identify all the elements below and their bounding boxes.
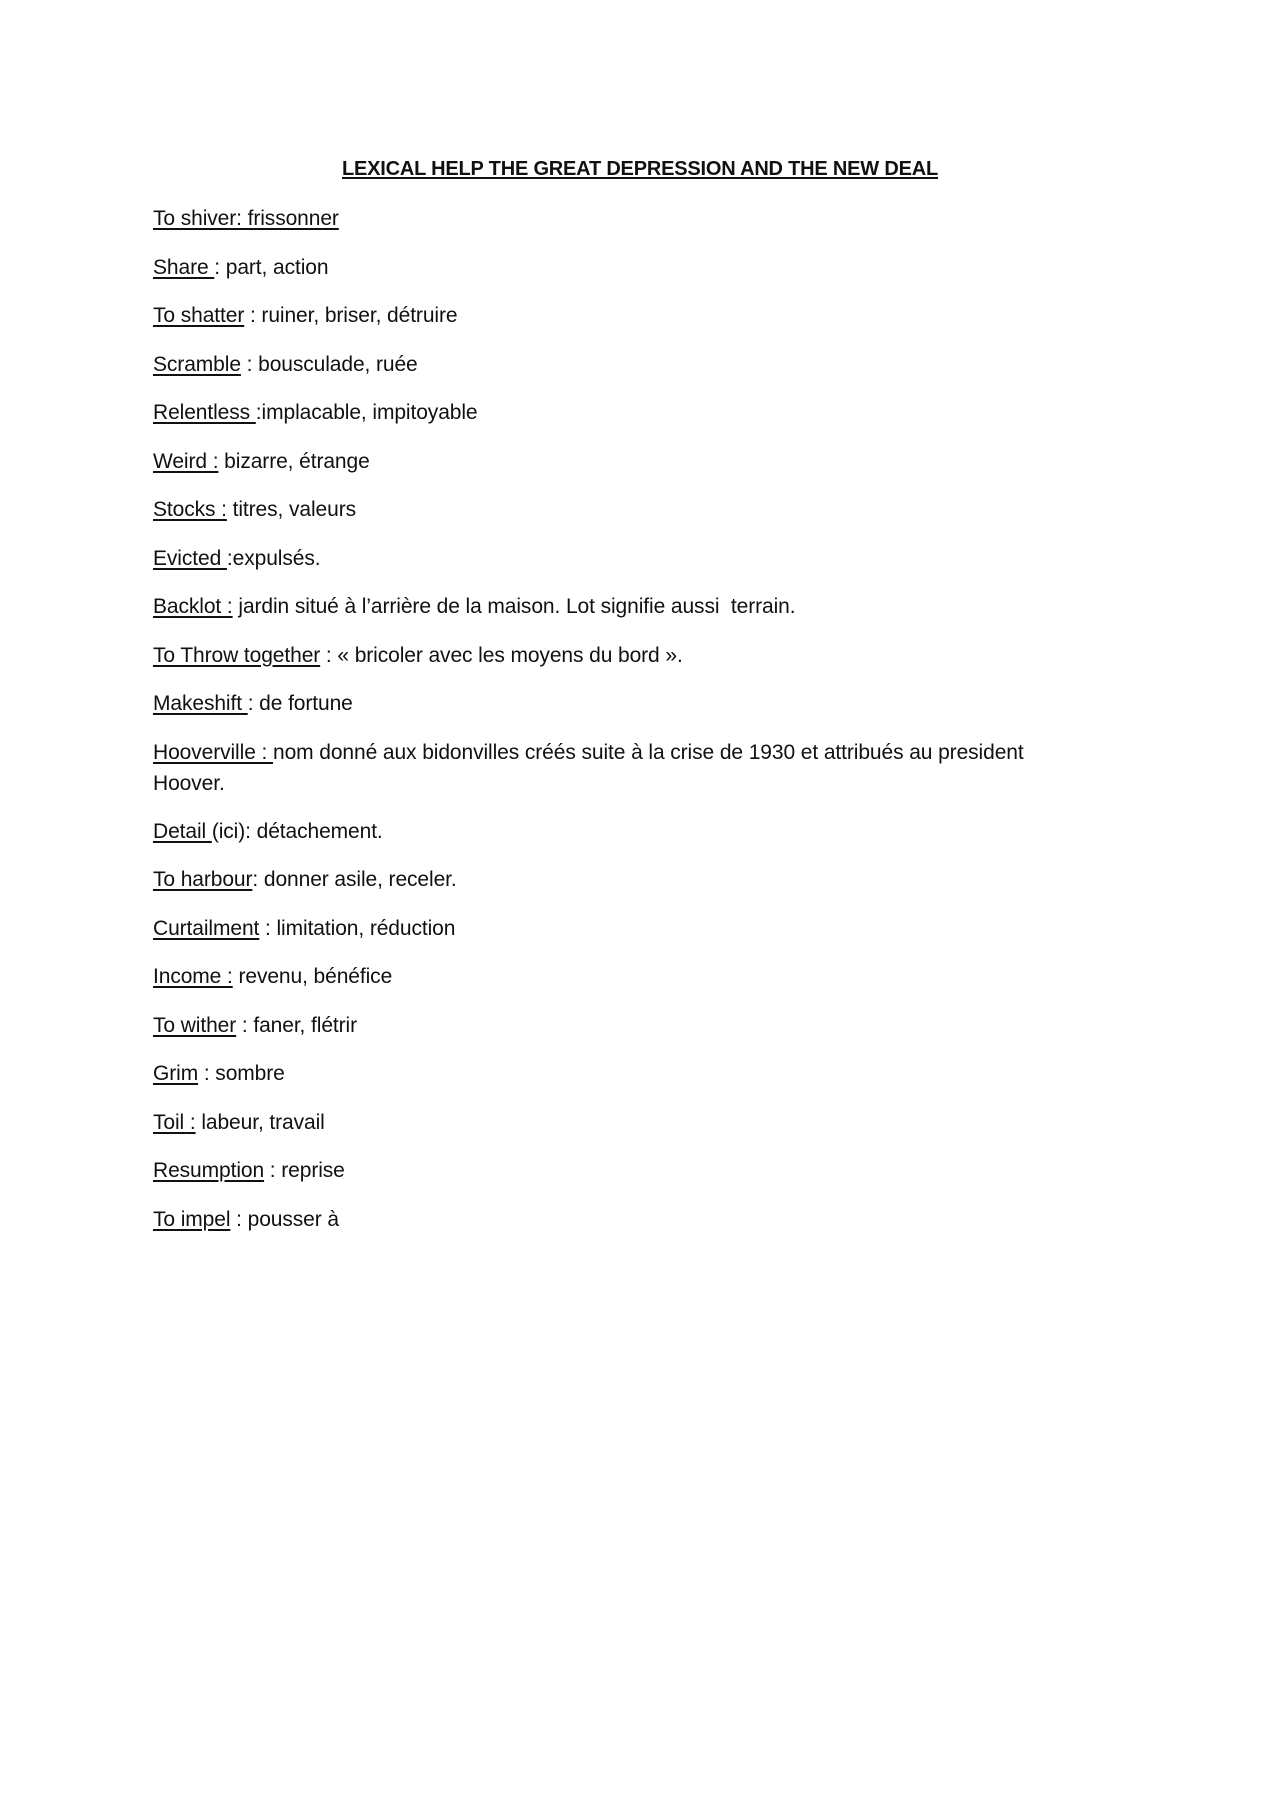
entry-definition: : ruiner, briser, détruire (244, 304, 458, 327)
entry-definition: bizarre, étrange (218, 449, 370, 473)
glossary-entry (153, 864, 1083, 895)
glossary-entry (153, 640, 1083, 671)
glossary-entry (153, 252, 1083, 283)
entry-definition: nom donné aux bidonvilles créés suite à la crise de 1930 et attribués au president Hoover. (153, 740, 1030, 795)
entry-definition: : part, action (214, 255, 329, 279)
entry-definition: :implacable, impitoyable (255, 401, 478, 424)
entry-definition: (ici): détachement. (211, 819, 383, 843)
entry-definition: :expulsés. (226, 546, 321, 570)
entry-term: Evicted (153, 546, 227, 570)
entry-term: Resumption (153, 1159, 265, 1182)
entry-definition: labeur, travail (195, 1110, 325, 1134)
glossary-entry (153, 543, 1083, 574)
entry-definition: : sombre (198, 1062, 285, 1085)
glossary-entry (153, 816, 1083, 847)
entry-definition: : faner, flétrir (236, 1013, 357, 1037)
entry-term: To harbour (153, 868, 253, 891)
entry-definition: : pousser à (230, 1207, 339, 1231)
entry-term: Scramble (153, 352, 241, 376)
entry-term: Weird : (153, 449, 219, 473)
glossary-entry (153, 961, 1083, 992)
entry-term: To Throw together (153, 643, 321, 667)
glossary-entry (153, 397, 1083, 428)
entry-term: To shiver: frissonner (153, 207, 339, 230)
entry-term: Toil : (153, 1110, 196, 1134)
glossary-entry (153, 688, 1083, 719)
entry-term: Share (153, 255, 215, 279)
entry-definition: : reprise (264, 1159, 345, 1182)
entry-term: Backlot : (153, 595, 233, 618)
glossary-entry (153, 1010, 1083, 1041)
entry-definition: titres, valeurs (226, 498, 356, 521)
glossary-entry (153, 737, 1083, 799)
glossary-entry (153, 591, 1083, 622)
entry-definition: : bousculade, ruée (240, 352, 418, 376)
entry-term: Stocks : (153, 498, 227, 521)
glossary-entry (153, 300, 1083, 331)
entry-term: To wither (153, 1013, 237, 1037)
entry-definition: : limitation, réduction (259, 916, 456, 940)
entry-definition: : de fortune (247, 692, 353, 715)
entry-term: Hooverville : (153, 740, 273, 764)
glossary-entry (153, 203, 1083, 234)
entry-term: Relentless (153, 401, 256, 424)
glossary-entry (153, 1058, 1083, 1089)
glossary-entry (153, 349, 1083, 380)
entry-definition: jardin situé à l’arrière de la maison. Lot signifie aussi terrain. (232, 595, 796, 618)
glossary-entry (153, 1155, 1083, 1186)
entry-term: Curtailment (153, 916, 260, 940)
page-title: LEXICAL HELP THE GREAT DEPRESSION AND THE NEW DEAL (342, 158, 938, 180)
glossary-entry (153, 1107, 1083, 1138)
glossary-entry (153, 913, 1083, 944)
entry-term: To impel (153, 1207, 231, 1231)
entry-term: Grim (153, 1062, 199, 1085)
entry-term: Detail (153, 819, 212, 843)
glossary-entry (153, 494, 1083, 525)
glossary-entry (153, 446, 1083, 477)
entry-term: To shatter (153, 304, 245, 327)
entry-definition: : « bricoler avec les moyens du bord ». (320, 643, 683, 667)
entry-term: Income : (153, 965, 233, 988)
entry-definition: revenu, bénéfice (232, 965, 393, 988)
entry-term: Makeshift (153, 692, 248, 715)
glossary-list (153, 203, 1083, 1252)
glossary-entry (153, 1204, 1083, 1235)
entry-definition: : donner asile, receler. (252, 868, 457, 891)
